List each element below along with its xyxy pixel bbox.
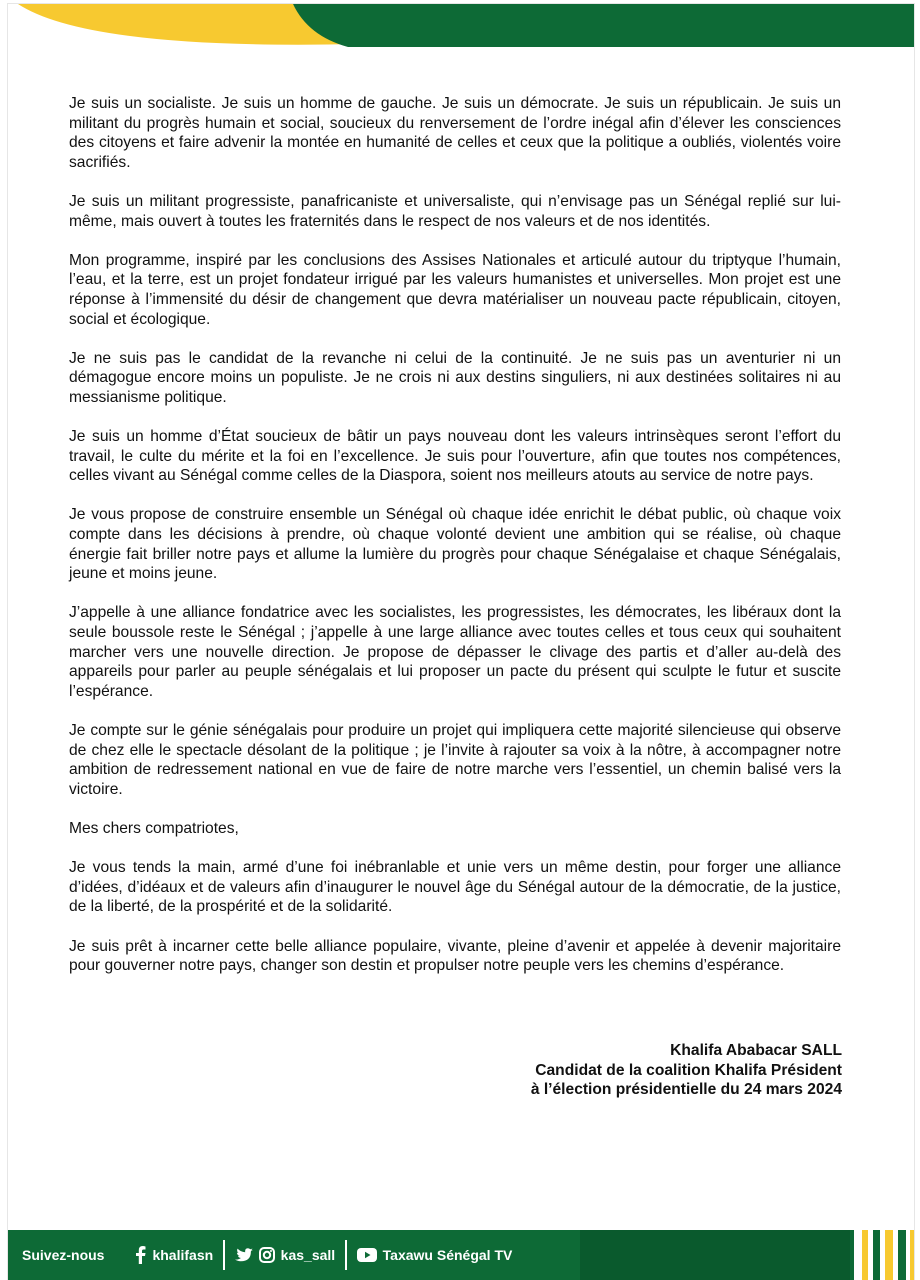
paragraph: J’appelle à une alliance fondatrice avec les socialistes, les progressistes, les démocrates, les libéraux dont la seule boussole reste le Sénégal ; j’appelle à une large alliance avec toutes celles et tous ceux qui souhaitent marcher vers une nouvelle direction. Je propose de dépasser le clivage des partis et d’aller au-delà des appareils pour parler au peuple sénégalais et lui proposer un pacte du présent qui sculpte le futur et suscite l’espérance. bbox=[69, 604, 841, 700]
youtube-link[interactable] bbox=[357, 1247, 513, 1263]
paragraph: Je ne suis pas le candidat de la revanche ni celui de la continuité. Je ne suis pas un aventurier ni un démagogue encore moins un populiste. Je ne crois ni aux destins singuliers, ni aux destinées solitaires ni au messianisme politique. bbox=[69, 349, 841, 406]
paragraph: Je vous tends la main, armé d’une foi inébranlable et unie vers un même destin, pour forger une alliance d’idées, d’idéaux et de valeurs afin d’inaugurer le nouvel âge du Sénégal autour de la démocratie, de la justice, de la liberté, de la prospérité et de la solidarité. bbox=[69, 859, 841, 916]
letter-page bbox=[8, 4, 914, 1280]
salutation: Mes chers compatriotes, bbox=[69, 819, 239, 837]
paragraph: Je suis prêt à incarner cette belle alliance populaire, vivante, pleine d’avenir et appelée à devenir majoritaire pour gouverner notre pays, changer son destin et propulser notre peuple vers les chemins d’espérance. bbox=[69, 937, 841, 975]
youtube-channel-name: Taxawu Sénégal TV bbox=[382, 1247, 513, 1263]
footer-dark-panel bbox=[580, 1230, 850, 1280]
facebook-icon bbox=[134, 1246, 146, 1264]
instagram-icon bbox=[259, 1247, 275, 1263]
twitter-icon bbox=[235, 1248, 253, 1263]
footer-bar bbox=[8, 1230, 914, 1280]
paragraph: Je suis un socialiste. Je suis un homme de gauche. Je suis un démocrate. Je suis un républicain. Je suis un militant du progrès humain et social, soucieux du renversement de l’ordre inégal afin d’élever les consciences des citoyens et faire advenir la montée en humanité de celles et ceux que la politique a oubliés, violentés voire sacrifiés. bbox=[69, 95, 841, 171]
footer-separator bbox=[223, 1240, 225, 1270]
follow-us-label: Suivez-nous bbox=[22, 1247, 105, 1263]
footer-social-links bbox=[22, 1230, 512, 1280]
paragraph: Je vous propose de construire ensemble un Sénégal où chaque idée enrichit le débat public, où chaque voix compte dans les décisions à prendre, où chaque volonté devient une ambition qui se réalise, où chaque énergie fait briller notre pays et allume la lumière du progrès pour chaque Sénégalaise et chaque Sénégalais, jeune et moins jeune. bbox=[69, 506, 841, 583]
social-handle: kas_sall bbox=[280, 1247, 336, 1263]
twitter-instagram-link[interactable] bbox=[235, 1247, 336, 1263]
paragraph: Je suis un homme d’État soucieux de bâtir un pays nouveau dont les valeurs intrinsèques seront l’effort du travail, le culte du mérite et la foi en l’excellence. Je suis pour l’ouverture, afin que toutes nos compétences, celles vivant au Sénégal comme celles de la Diaspora, soient nos meilleurs atouts au service de notre pays. bbox=[69, 428, 841, 485]
header-band-graphic bbox=[8, 4, 914, 54]
paragraph: Mon programme, inspiré par les conclusions des Assises Nationales et articulé autour du triptyque l’humain, l’eau, et la terre, est un projet fondateur irrigué par les valeurs humanistes et universelles. Mon projet est une réponse à l’immensité du désir de changement que devra matérialiser un nouveau pacte républicain, citoyen, social et écologique. bbox=[69, 251, 841, 328]
footer-separator bbox=[345, 1240, 347, 1270]
facebook-link[interactable] bbox=[134, 1246, 213, 1264]
paragraph: Je compte sur le génie sénégalais pour produire un projet qui impliquera cette majorité silencieuse qui observe de chez elle le spectacle désolant de la politique ; je l’invite à rajouter sa voix à la nôtre, à accompagner notre ambition de redressement national en vue de faire de notre marche vers l’essentiel, un chemin balisé vers la victoire. bbox=[69, 722, 841, 798]
signature-title: Candidat de la coalition Khalifa Président bbox=[535, 1061, 842, 1079]
flag-stripes bbox=[854, 1230, 914, 1280]
facebook-handle: khalifasn bbox=[152, 1247, 214, 1263]
youtube-icon bbox=[357, 1248, 377, 1262]
letter-body bbox=[69, 94, 841, 995]
paragraph: Je suis un militant progressiste, panafricaniste et universaliste, qui n’envisage pas un Sénégal replié sur lui-même, mais ouvert à toutes les fraternités dans le respect de nos valeurs et de nos identités. bbox=[69, 192, 841, 230]
header-band bbox=[8, 4, 914, 54]
signature-election: à l’élection présidentielle du 24 mars 2024 bbox=[530, 1081, 842, 1099]
signature-block bbox=[531, 1041, 842, 1100]
signature-name: Khalifa Ababacar SALL bbox=[670, 1042, 842, 1059]
